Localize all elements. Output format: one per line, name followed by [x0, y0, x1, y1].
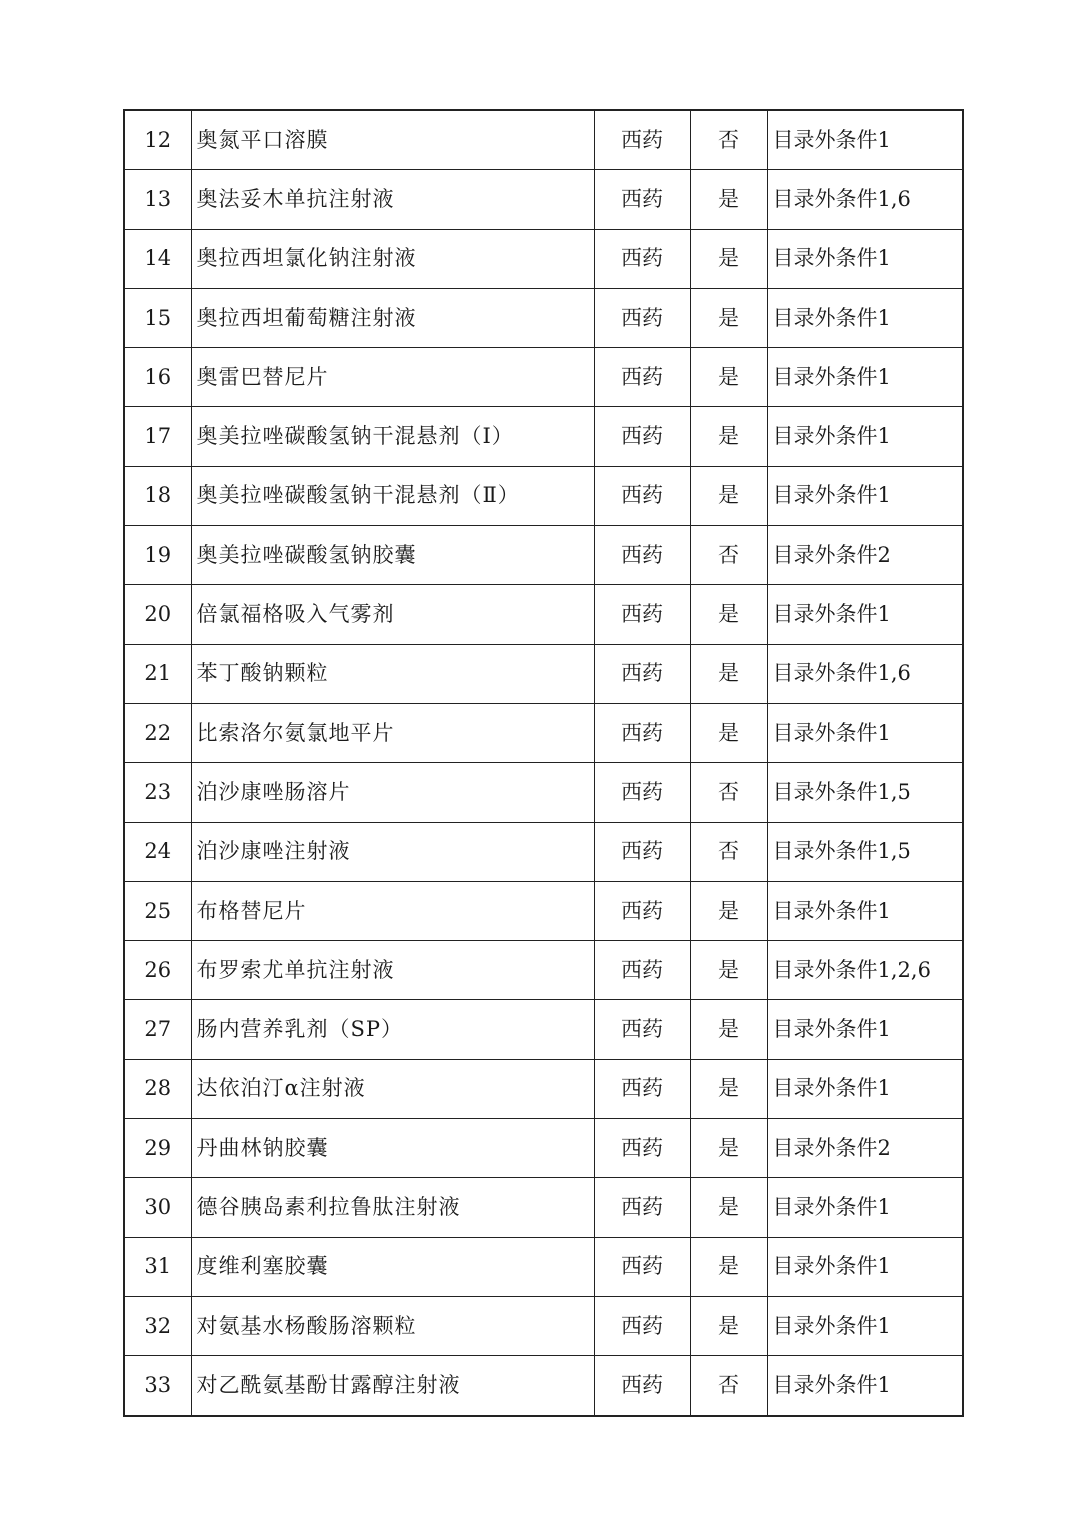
drug-name-cell: 肠内营养乳剂（SP） [191, 1000, 594, 1059]
row-number-cell: 30 [124, 1178, 191, 1237]
condition-cell: 目录外条件1 [767, 1237, 963, 1296]
table-row [124, 1356, 963, 1416]
row-number-cell: 21 [124, 644, 191, 703]
yes-no-cell: 是 [690, 644, 767, 703]
row-number-cell: 13 [124, 170, 191, 229]
drug-name-cell: 比索洛尔氨氯地平片 [191, 703, 594, 762]
condition-cell: 目录外条件1 [767, 881, 963, 940]
drug-type-cell: 西药 [594, 703, 690, 762]
row-number-cell: 23 [124, 763, 191, 822]
condition-cell: 目录外条件1 [767, 1178, 963, 1237]
condition-cell: 目录外条件1,6 [767, 644, 963, 703]
table-row [124, 703, 963, 762]
yes-no-cell: 是 [690, 1000, 767, 1059]
yes-no-cell: 是 [690, 585, 767, 644]
drug-name-cell: 奥美拉唑碳酸氢钠胶囊 [191, 526, 594, 585]
table-row [124, 170, 963, 229]
yes-no-cell: 是 [690, 229, 767, 288]
yes-no-cell: 是 [690, 1178, 767, 1237]
drug-type-cell: 西药 [594, 526, 690, 585]
table-row [124, 348, 963, 407]
drug-type-cell: 西药 [594, 110, 690, 170]
drug-name-cell: 度维利塞胶囊 [191, 1237, 594, 1296]
drug-type-cell: 西药 [594, 288, 690, 347]
yes-no-cell: 是 [690, 170, 767, 229]
yes-no-cell: 否 [690, 763, 767, 822]
yes-no-cell: 是 [690, 1237, 767, 1296]
drug-type-cell: 西药 [594, 763, 690, 822]
condition-cell: 目录外条件1 [767, 585, 963, 644]
condition-cell: 目录外条件1,6 [767, 170, 963, 229]
drug-name-cell: 奥法妥木单抗注射液 [191, 170, 594, 229]
row-number-cell: 17 [124, 407, 191, 466]
drug-type-cell: 西药 [594, 1237, 690, 1296]
drug-name-cell: 泊沙康唑注射液 [191, 822, 594, 881]
condition-cell: 目录外条件2 [767, 526, 963, 585]
drug-type-cell: 西药 [594, 644, 690, 703]
row-number-cell: 24 [124, 822, 191, 881]
yes-no-cell: 是 [690, 466, 767, 525]
row-number-cell: 28 [124, 1059, 191, 1118]
drug-name-cell: 奥拉西坦氯化钠注射液 [191, 229, 594, 288]
drug-type-cell: 西药 [594, 1119, 690, 1178]
drug-type-cell: 西药 [594, 466, 690, 525]
table-row [124, 1059, 963, 1118]
drug-type-cell: 西药 [594, 585, 690, 644]
drug-name-cell: 对乙酰氨基酚甘露醇注射液 [191, 1356, 594, 1416]
table-row [124, 941, 963, 1000]
drug-name-cell: 布罗索尤单抗注射液 [191, 941, 594, 1000]
yes-no-cell: 否 [690, 110, 767, 170]
drug-type-cell: 西药 [594, 1296, 690, 1355]
drug-type-cell: 西药 [594, 1356, 690, 1416]
condition-cell: 目录外条件1 [767, 703, 963, 762]
yes-no-cell: 否 [690, 1356, 767, 1416]
table-row [124, 822, 963, 881]
drug-type-cell: 西药 [594, 881, 690, 940]
row-number-cell: 22 [124, 703, 191, 762]
drug-type-cell: 西药 [594, 170, 690, 229]
row-number-cell: 16 [124, 348, 191, 407]
condition-cell: 目录外条件1 [767, 348, 963, 407]
condition-cell: 目录外条件1,2,6 [767, 941, 963, 1000]
yes-no-cell: 是 [690, 941, 767, 1000]
row-number-cell: 20 [124, 585, 191, 644]
yes-no-cell: 是 [690, 703, 767, 762]
condition-cell: 目录外条件2 [767, 1119, 963, 1178]
drug-name-cell: 德谷胰岛素利拉鲁肽注射液 [191, 1178, 594, 1237]
drug-type-cell: 西药 [594, 1000, 690, 1059]
condition-cell: 目录外条件1 [767, 288, 963, 347]
yes-no-cell: 是 [690, 288, 767, 347]
row-number-cell: 12 [124, 110, 191, 170]
condition-cell: 目录外条件1 [767, 407, 963, 466]
yes-no-cell: 是 [690, 1119, 767, 1178]
drug-type-cell: 西药 [594, 1178, 690, 1237]
table-row [124, 526, 963, 585]
row-number-cell: 19 [124, 526, 191, 585]
drug-type-cell: 西药 [594, 407, 690, 466]
drug-name-cell: 布格替尼片 [191, 881, 594, 940]
row-number-cell: 14 [124, 229, 191, 288]
condition-cell: 目录外条件1 [767, 1296, 963, 1355]
table-row [124, 407, 963, 466]
condition-cell: 目录外条件1 [767, 466, 963, 525]
table-row [124, 288, 963, 347]
table-row [124, 1296, 963, 1355]
yes-no-cell: 是 [690, 407, 767, 466]
drug-name-cell: 奥拉西坦葡萄糖注射液 [191, 288, 594, 347]
table-row [124, 1000, 963, 1059]
drug-name-cell: 泊沙康唑肠溶片 [191, 763, 594, 822]
drug-name-cell: 奥氮平口溶膜 [191, 110, 594, 170]
drug-name-cell: 奥美拉唑碳酸氢钠干混悬剂（Ⅱ） [191, 466, 594, 525]
table-row [124, 881, 963, 940]
yes-no-cell: 是 [690, 348, 767, 407]
table-row [124, 1119, 963, 1178]
table-row [124, 1178, 963, 1237]
drug-name-cell: 对氨基水杨酸肠溶颗粒 [191, 1296, 594, 1355]
drug-type-cell: 西药 [594, 1059, 690, 1118]
table-row [124, 585, 963, 644]
condition-cell: 目录外条件1 [767, 1059, 963, 1118]
row-number-cell: 32 [124, 1296, 191, 1355]
condition-cell: 目录外条件1,5 [767, 763, 963, 822]
condition-cell: 目录外条件1 [767, 1356, 963, 1416]
row-number-cell: 29 [124, 1119, 191, 1178]
drug-name-cell: 倍氯福格吸入气雾剂 [191, 585, 594, 644]
condition-cell: 目录外条件1,5 [767, 822, 963, 881]
row-number-cell: 27 [124, 1000, 191, 1059]
drug-type-cell: 西药 [594, 822, 690, 881]
row-number-cell: 18 [124, 466, 191, 525]
condition-cell: 目录外条件1 [767, 110, 963, 170]
drug-name-cell: 苯丁酸钠颗粒 [191, 644, 594, 703]
table-row [124, 644, 963, 703]
drug-list-table [123, 109, 964, 1417]
row-number-cell: 25 [124, 881, 191, 940]
table-row [124, 110, 963, 170]
yes-no-cell: 否 [690, 822, 767, 881]
row-number-cell: 33 [124, 1356, 191, 1416]
drug-name-cell: 达依泊汀α注射液 [191, 1059, 594, 1118]
drug-type-cell: 西药 [594, 348, 690, 407]
row-number-cell: 26 [124, 941, 191, 1000]
drug-name-cell: 奥美拉唑碳酸氢钠干混悬剂（Ⅰ） [191, 407, 594, 466]
table-row [124, 763, 963, 822]
yes-no-cell: 否 [690, 526, 767, 585]
drug-list-body [124, 110, 963, 1416]
condition-cell: 目录外条件1 [767, 229, 963, 288]
drug-type-cell: 西药 [594, 941, 690, 1000]
table-row [124, 1237, 963, 1296]
row-number-cell: 31 [124, 1237, 191, 1296]
drug-name-cell: 奥雷巴替尼片 [191, 348, 594, 407]
table-row [124, 466, 963, 525]
drug-name-cell: 丹曲林钠胶囊 [191, 1119, 594, 1178]
table-row [124, 229, 963, 288]
yes-no-cell: 是 [690, 881, 767, 940]
drug-type-cell: 西药 [594, 229, 690, 288]
yes-no-cell: 是 [690, 1059, 767, 1118]
condition-cell: 目录外条件1 [767, 1000, 963, 1059]
row-number-cell: 15 [124, 288, 191, 347]
yes-no-cell: 是 [690, 1296, 767, 1355]
